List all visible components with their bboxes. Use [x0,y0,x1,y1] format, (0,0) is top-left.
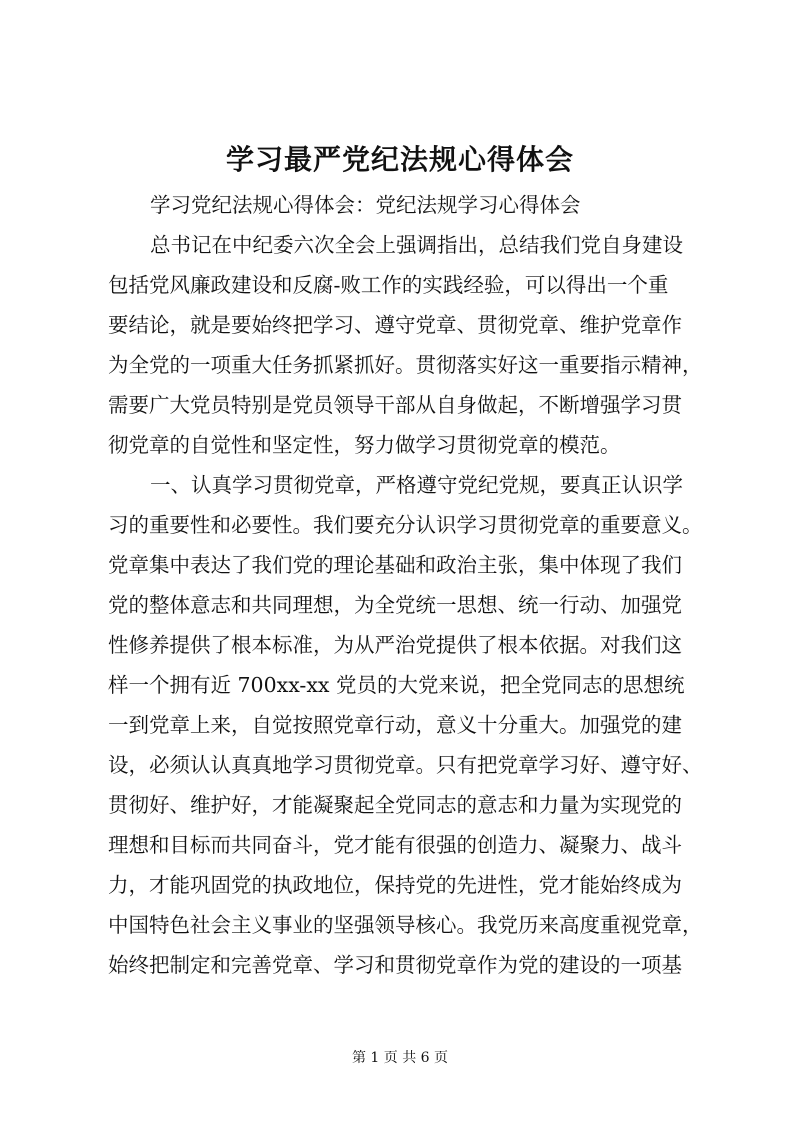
text-line: 始终把制定和完善党章、学习和贯彻党章作为党的建设的一项基 [108,953,682,977]
text-line: 学习党纪法规心得体会：党纪法规学习心得体会 [150,193,581,217]
text-line: 贯彻好、维护好，才能凝聚起全党同志的意志和力量为实现党的 [108,793,682,817]
document-body [108,185,708,985]
text-line: 中国特色社会主义事业的坚强领导核心。我党历来高度重视党章， [108,913,703,937]
text-line: 彻党章的自觉性和坚定性，努力做学习贯彻党章的模范。 [108,433,621,457]
text-line: 总书记在中纪委六次全会上强调指出，总结我们党自身建设 [150,233,683,257]
text-line: 习的重要性和必要性。我们要充分认识学习贯彻党章的重要意义。 [108,513,703,537]
text-line: 力，才能巩固党的执政地位，保持党的先进性，党才能始终成为 [108,873,682,897]
text-line: 性修养提供了根本标准，为从严治党提供了根本依据。对我们这 [108,633,682,657]
text-line: 一、认真学习贯彻党章，严格遵守党纪党规，要真正认识学 [150,473,683,497]
text-line: 需要广大党员特别是党员领导干部从自身做起，不断增强学习贯 [108,393,682,417]
text-line: 设，必须认认真真地学习贯彻党章。只有把党章学习好、遵守好、 [108,753,703,777]
document-title: 学习最严党纪法规心得体会 [225,143,574,176]
text-line: 样一个拥有近 700xx-xx 党员的大党来说，把全党同志的思想统 [108,673,685,697]
text-line: 要结论，就是要始终把学习、遵守党章、贯彻党章、维护党章作 [108,313,682,337]
text-line: 党的整体意志和共同理想，为全党统一思想、统一行动、加强党 [108,593,682,617]
text-line: 理想和目标而共同奋斗，党才能有很强的创造力、凝聚力、战斗 [108,833,682,857]
text-line: 为全党的一项重大任务抓紧抓好。贯彻落实好这一重要指示精神， [108,353,703,377]
text-line: 党章集中表达了我们党的理论基础和政治主张，集中体现了我们 [108,553,682,577]
page-footer: 第 1 页 共 6 页 [351,1050,449,1066]
text-line: 一到党章上来，自觉按照党章行动，意义十分重大。加强党的建 [108,713,682,737]
text-line: 包括党风廉政建设和反腐-败工作的实践经验，可以得出一个重 [108,273,669,297]
